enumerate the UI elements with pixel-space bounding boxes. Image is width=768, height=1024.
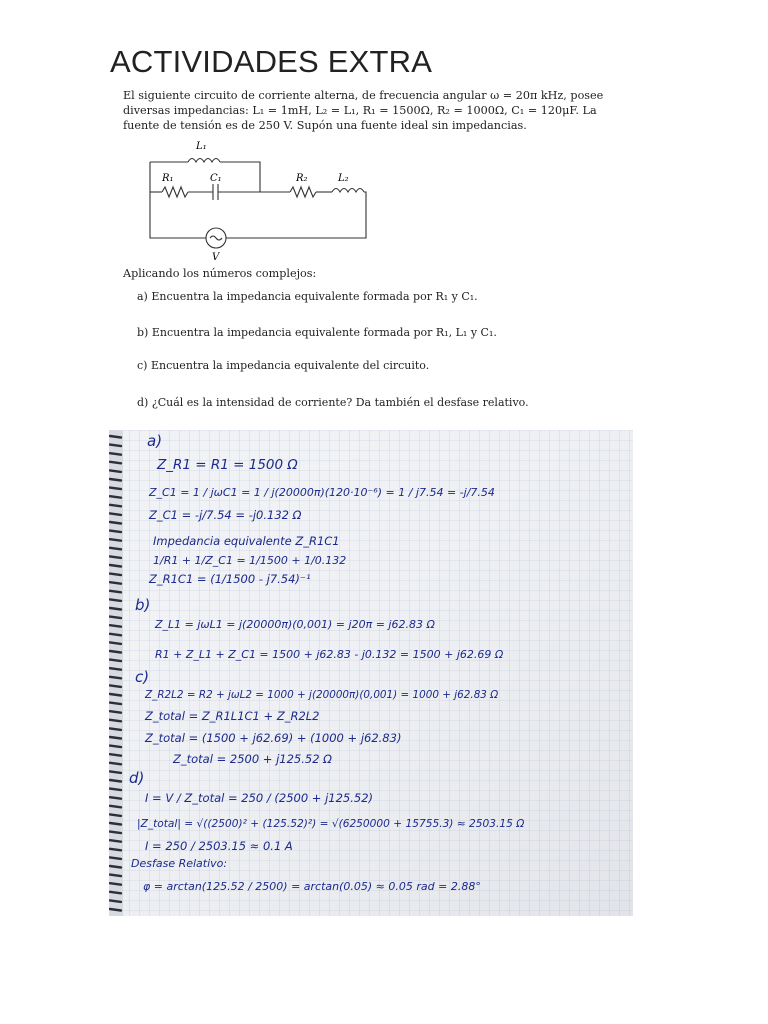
hw-line: a) xyxy=(147,432,163,450)
hw-line: R1 + Z_L1 + Z_C1 = 1500 + j62.83 - j0.132 = 1500 + j62.69 Ω xyxy=(155,648,504,661)
inductor-l2 xyxy=(332,189,364,193)
hw-line: Z_total = 2500 + j125.52 Ω xyxy=(173,752,332,766)
circuit-diagram xyxy=(140,138,380,264)
hw-line: Z_L1 = jωL1 = j(20000π)(0,001) = j20π = j62.83 Ω xyxy=(155,618,435,631)
label-r1: R₁ xyxy=(162,173,174,184)
hw-line: d) xyxy=(129,769,145,787)
problem-statement: El siguiente circuito de corriente alterna, de frecuencia angular ω = 20π kHz, posee diversas impedancias: L₁ = 1mH, L₂ = L₁, R₁ = 1500Ω, R₂ = 1000Ω, C₁ = 120μF. La fuente de tensión es de 250 V. Supón una fuente ideal sin impedancias. xyxy=(123,89,604,132)
hw-line: Z_R2L2 = R2 + jωL2 = 1000 + j(20000π)(0,001) = 1000 + j62.83 Ω xyxy=(145,689,499,701)
hw-line: φ = arctan(125.52 / 2500) = arctan(0.05) ≈ 0.05 rad = 2.88° xyxy=(143,880,481,893)
resistor-r2 xyxy=(290,187,316,197)
question-a: a) Encuentra la impedancia equivalente formada por R₁ y C₁. xyxy=(137,290,478,303)
inductor-l1 xyxy=(188,159,220,163)
hw-line: Z_total = (1500 + j62.69) + (1000 + j62.83) xyxy=(145,731,402,745)
hw-line: Z_total = Z_R1L1C1 + Z_R2L2 xyxy=(145,709,320,723)
hw-line: 1/R1 + 1/Z_C1 = 1/1500 + 1/0.132 xyxy=(153,554,347,567)
spiral-binding xyxy=(109,430,123,916)
hw-line: Impedancia equivalente Z_R1C1 xyxy=(153,534,340,548)
question-b: b) Encuentra la impedancia equivalente formada por R₁, L₁ y C₁. xyxy=(137,326,497,339)
hw-line: Z_C1 = 1 / jωC1 = 1 / j(20000π)(120·10⁻⁶) = 1 / j7.54 = -j/7.54 xyxy=(149,486,495,499)
hw-line: I = V / Z_total = 250 / (2500 + j125.52) xyxy=(145,791,374,805)
question-d: d) ¿Cuál es la intensidad de corriente? Da también el desfase relativo. xyxy=(137,396,529,409)
capacitor-c1 xyxy=(213,184,218,200)
page-title: ACTIVIDADES EXTRA xyxy=(110,44,433,79)
hw-line: Z_R1 = R1 = 1500 Ω xyxy=(157,457,298,473)
label-l2: L₂ xyxy=(338,173,349,184)
hw-line: Z_C1 = -j/7.54 = -j0.132 Ω xyxy=(149,508,302,522)
hw-line: b) xyxy=(135,596,151,614)
hw-line: Desfase Relativo: xyxy=(131,857,228,870)
label-c1: C₁ xyxy=(210,173,222,184)
label-v: V xyxy=(212,252,220,263)
label-r2: R₂ xyxy=(296,173,308,184)
instructions: Aplicando los números complejos: xyxy=(123,267,317,280)
hw-line: I = 250 / 2503.15 ≈ 0.1 A xyxy=(145,839,293,853)
hw-line: Z_R1C1 = (1/1500 - j7.54)⁻¹ xyxy=(149,572,311,586)
hw-line: |Z_total| = √((2500)² + (125.52)²) = √(6250000 + 15755.3) ≈ 2503.15 Ω xyxy=(137,818,525,830)
resistor-r1 xyxy=(162,187,188,197)
label-l1: L₁ xyxy=(196,141,207,152)
question-c: c) Encuentra la impedancia equivalente del circuito. xyxy=(137,359,430,372)
handwritten-notes-photo xyxy=(109,430,633,916)
hw-line: c) xyxy=(135,668,150,686)
